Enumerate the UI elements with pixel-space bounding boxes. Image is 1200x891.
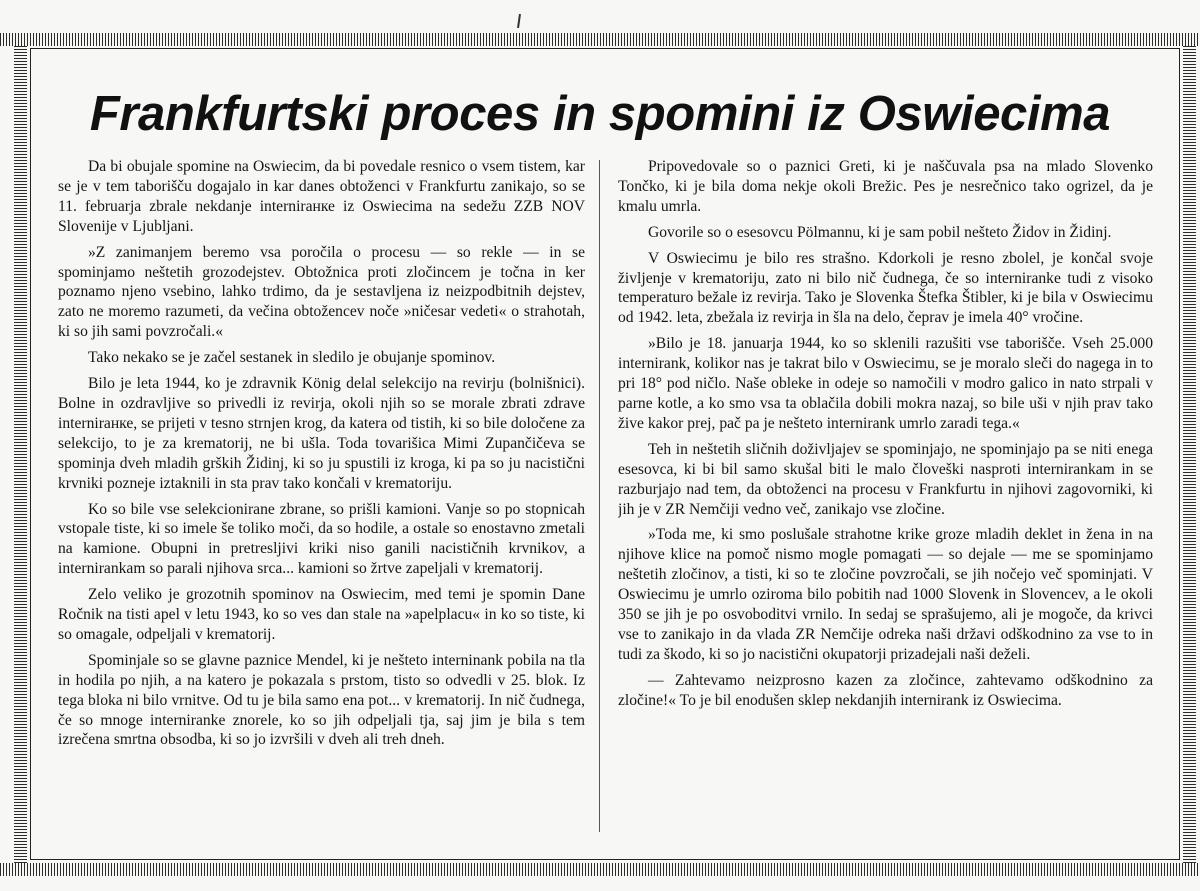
paragraph: Bilo je leta 1944, ko je zdravnik König delal selekcijo na revirju (bolnišnici). Bolne in ozdravljive so privedli iz revirja, okoli njih so se morale zbrati zdrave internirанке, se prijeti v tesno strnjen krog, da katera od tistih, ki so bile določene za selekcijo, to je za krematorij, ne bi ušla. Toda tovarišica Mimi Zupančičeva se spominja dveh mladih grških Židinj, ki so ju spustili iz kroga, ki pa so ju nacistični krvniki pozneje iztaknili in sta prav tako končali v krematoriju.: [58, 375, 585, 492]
paragraph: Zelo veliko je grozotnih spominov na Oswiecim, med temi je spomin Dane Ročnik na tisti apel v letu 1943, ko so ves dan stale na »apelplacu« in ko so tiste, ki so omagale, odpeljali v krematorij.: [58, 586, 585, 643]
paragraph: Ko so bile vse selekcionirane zbrane, so prišli kamioni. Vanje so po stopnicah vstopale tiste, ki so imele še toliko moči, da so hodile, a ostale so enostavno zmetali na kamione. Obupni in pretresljivi kriki niso ganili nacističnih krvnikov, a internirankam so parali njihova srca... kamioni so žrtve zapeljali v krematorij.: [58, 500, 585, 578]
paragraph: »Toda me, ki smo poslušale strahotne krike groze mladih deklet in žena in na njihove klice na pomoč nismo mogle pomagati — so dejale — me se spominjamo neštetih zločinov, a tisti, ki so te zločine povzročali, se jih nočejo več spominjati. V Oswiecimu je umrlo oziroma bilo pobitih nad 1000 Slovenk in Slovencev, a le okoli 350 se jih je po osvoboditvi vrnilo. In sedaj se sprašujemo, ali je mogoče, da krivci vse to zanikajo in da vlada ZR Nemčije odreka naši državi odškodnino za vse to in tudi za škodo, ki so jo nacistični okupatorji prizadejali naši deželi.: [618, 526, 1153, 663]
paragraph: Da bi obujale spomine na Oswiecim, da bi povedale resnico o vsem tistem, kar se je v tem taborišču dogajalo in kar danes obtoženci v Frankfurtu zanikajo, so se 11. februarja zbrale nekdanje internirанке iz Oswiecima na sedežu ZZB NOV Slovenije v Ljubljani.: [58, 158, 585, 235]
paragraph: »Z zanimanjem beremo vsa poročila o procesu — so rekle — in se spominjamo neštetih grozodejstev. Obtožnica proti zločincem je točna in ker poznamo njeno vsebino, lahko trdimo, da je sestavljena iz neizpodbitnih dejstev, zato ne moremo razumeti, da večina obtožencev noče »ničesar vedeti« o strahotah, ki so jih sami povzročali.«: [58, 243, 585, 341]
paragraph: Teh in neštetih sličnih doživljajev se spominjajo, ne spominjajo pa se niti enega esesovca, ki bi bil samo skušal biti le malo človeški nasproti internirankam in se razburjajo nad tem, da obtoženci na procesu v Frankfurtu in njihovi zagovorniki, ki jih je v ZR Nemčiji vedno več, zanikajo vse zločine.: [618, 440, 1153, 518]
paragraph: Spominjale so se glavne paznice Mendel, ki je nešteto interninank pobila na tla in hodila po njih, a na katero je pokazala s prstom, tisto so odvedli v 25. blok. Iz tega bloka ni bilo vrnitve. Od tu je bila samo ena pot... v krematorij. In nič čudnega, če so mnoge interniranke znorele, ko so jih odpeljali tja, saj jim je bila s tem izrečena smrtna obsodba, ki so jo izvršili v dveh ali treh dneh.: [58, 651, 585, 749]
column-divider: [599, 160, 600, 832]
article-column-left: [58, 157, 585, 859]
pen-mark: [517, 14, 521, 28]
paragraph: Tako nekako se je začel sestanek in sledilo je obujanje spominov.: [88, 349, 496, 367]
bottom-border-rule: [0, 863, 1200, 876]
paragraph: V Oswiecimu je bilo res strašno. Kdorkoli je resno zbolel, je končal svoje življenje v krematoriju, zato ni bilo nič čudnega, če so interniranke tudi z visoko temperaturo bežale iz revirja. Tako je Slovenka Štefka Štibler, ki je bila v Oswiecimu od 1942. leta, zbežala iz revirja in šla na delo, čeprav je imela 40° vročine.: [618, 249, 1153, 327]
article-headline: Frankfurtski proces in spomini iz Oswiecima: [89, 87, 1111, 141]
article-column-right: [618, 157, 1153, 859]
left-border-rule: [14, 46, 27, 863]
top-border-rule: [0, 33, 1200, 46]
right-border-rule: [1183, 46, 1196, 863]
paragraph: Pripovedovale so o paznici Greti, ki je naščuvala psa na mlado Slovenko Tončko, ki je bila doma nekje okoli Brežic. Pes je nesrečnico tako ogrizel, da je kmalu umrla.: [618, 158, 1153, 215]
paragraph: Govorile so o esesovcu Pölmannu, ki je sam pobil nešteto Židov in Židinj.: [648, 223, 1112, 241]
paragraph: »Bilo je 18. januarja 1944, ko so sklenili razušiti vse taborišče. Vseh 25.000 internirank, kolikor nas je takrat bilo v Oswiecimu, se je moralo sleči do nagega in to pri 18° pod ničlo. Naše obleke in odeje so namočili v modro galico in nato strpali v parne kotle, a ko smo vsa ta oblačila dobili mokra nazaj, so bile uši v njih prav tako žive kakor prej, pač pa je nešteto internirank umrlo zaradi tega.«: [618, 335, 1153, 432]
paragraph: — Zahtevamo neizprosno kazen za zločince, zahtevamo odškodnino za zločine!« To je bil enodušen sklep nekdanjih internirank iz Oswiecima.: [618, 671, 1153, 709]
